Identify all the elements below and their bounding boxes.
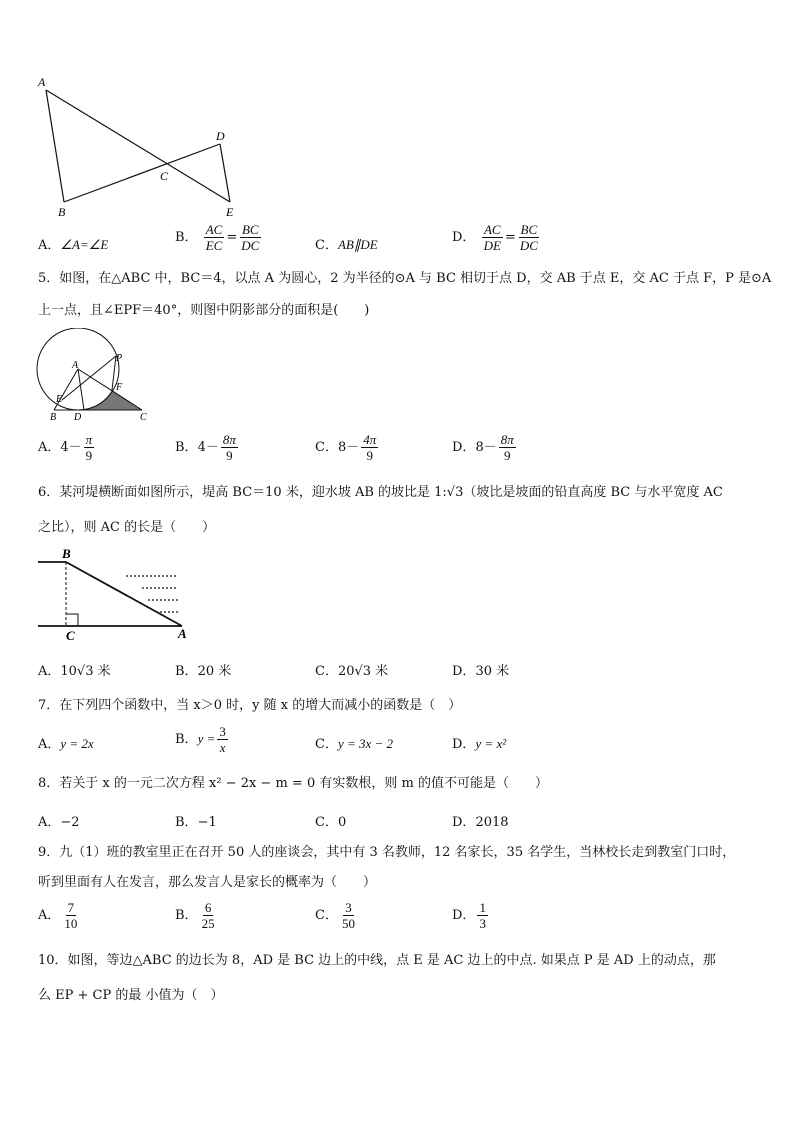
q4-option-c: C．AB∥DE	[315, 237, 378, 253]
label-d: D	[216, 129, 225, 143]
label-c: C	[140, 412, 147, 423]
label-p: P	[116, 353, 123, 364]
segment-de	[220, 144, 230, 202]
q5-figure	[36, 328, 156, 424]
q6-line-1: 6．某河堤横断面如图所示，堤高 BC＝10 米，迎水坡 AB 的坡比是 1:√3（坡比是坡面的铅直高度 BC 与水平宽度 AC	[38, 485, 723, 500]
label-d: D	[74, 412, 82, 423]
segment-ad	[78, 369, 84, 410]
q4-figure	[36, 74, 246, 224]
q9-option-c: C． $\frac{3}{50}$	[315, 900, 355, 931]
q9-option-d: D． $\frac{1}{3}$	[452, 900, 486, 931]
q7-line: 7．在下列四个函数中，当 x＞0 时，y 随 x 的增大而减小的函数是（ ）	[38, 698, 462, 713]
segment-pe	[62, 356, 116, 400]
q6-option-b: B．20 米	[175, 664, 232, 679]
label-b: B	[58, 205, 66, 219]
segment-ab	[46, 90, 64, 202]
q8-option-a: A．−2	[38, 815, 80, 830]
q10-line-2: 么 EP + CP 的最 小值为（ ）	[38, 988, 224, 1003]
segment-bd	[64, 144, 220, 202]
label-b: B	[50, 412, 57, 423]
q8-line: 8．若关于 x 的一元二次方程 x² − 2x − m = 0 有实数根，则 m 的值不可能是（ ）	[38, 776, 548, 791]
q5-line-1: 5．如图，在△ABC 中，BC＝4，以点 A 为圆心，2 为半径的⊙A 与 BC 相切于点 D，交 AB 于点 E，交 AC 于点 F，P 是⊙A	[38, 271, 772, 286]
q10-line-1: 10．如图，等边△ABC 的边长为 8，AD 是 BC 边上的中线，点 E 是 AC 边上的中点. 如果点 P 是 AD 上的动点，那	[38, 953, 716, 968]
q8-option-d: D．2018	[452, 815, 509, 830]
q8-option-c: C．0	[315, 815, 347, 830]
q6-option-a: A．10√3 米	[38, 664, 111, 679]
q8-option-b: B．−1	[175, 815, 217, 830]
label-a: A	[38, 75, 46, 89]
label-a: A	[178, 626, 187, 641]
q9-line-1: 9．九（1）班的教室里正在召开 50 人的座谈会，其中有 3 名教师，12 名家长，35 名学生，当林校长走到教室门口时，	[38, 845, 736, 860]
q5-line-2: 上一点，且∠EPF＝40°，则图中阴影部分的面积是( )	[38, 303, 370, 318]
q6-figure	[36, 546, 196, 642]
q7-option-a: A．y = 2x	[38, 736, 94, 752]
q7-option-c: C．y = 3x − 2	[315, 736, 394, 752]
label-c: C	[160, 169, 169, 183]
q9-option-a: A． $\frac{7}{10}$	[38, 900, 78, 931]
q4-option-b: B． $\frac{AC}{EC}$ = $\frac{BC}{DC}$	[175, 222, 260, 253]
q6-option-d: D．30 米	[452, 664, 510, 679]
q9-line-2: 听到里面有人在发言，那么发言人是家长的概率为（ ）	[38, 875, 377, 890]
q4-option-d: D． $\frac{AC}{DE}$ = $\frac{BC}{DC}$	[452, 222, 538, 253]
q6-line-2: 之比），则 AC 的长是（ ）	[38, 520, 216, 535]
label-b: B	[62, 546, 71, 561]
right-angle-mark	[66, 614, 78, 626]
segment-ba	[66, 562, 182, 626]
q9-option-b: B． $\frac{6}{25}$	[175, 900, 215, 931]
label-e: E	[226, 205, 234, 219]
label-e: E	[56, 394, 63, 405]
q6-option-c: C．20√3 米	[315, 664, 389, 679]
segment-ae	[46, 90, 230, 202]
q7-option-b: B．y = $\frac{3}{x}$	[175, 724, 226, 755]
label-c: C	[66, 628, 75, 642]
label-a: A	[72, 360, 79, 371]
label-f: F	[116, 382, 123, 393]
q4-option-a: A．∠A=∠E	[38, 237, 109, 253]
q5-option-b: B．4－ $\frac{8\pi}{9}$	[175, 432, 236, 463]
q5-option-a: A．4－ $\frac{\pi}{9}$	[38, 432, 93, 463]
q7-option-d: D．y = x²	[452, 736, 507, 752]
q5-option-d: D．8－ $\frac{8\pi}{9}$	[452, 432, 514, 463]
q5-option-c: C．8－ $\frac{4\pi}{9}$	[315, 432, 377, 463]
